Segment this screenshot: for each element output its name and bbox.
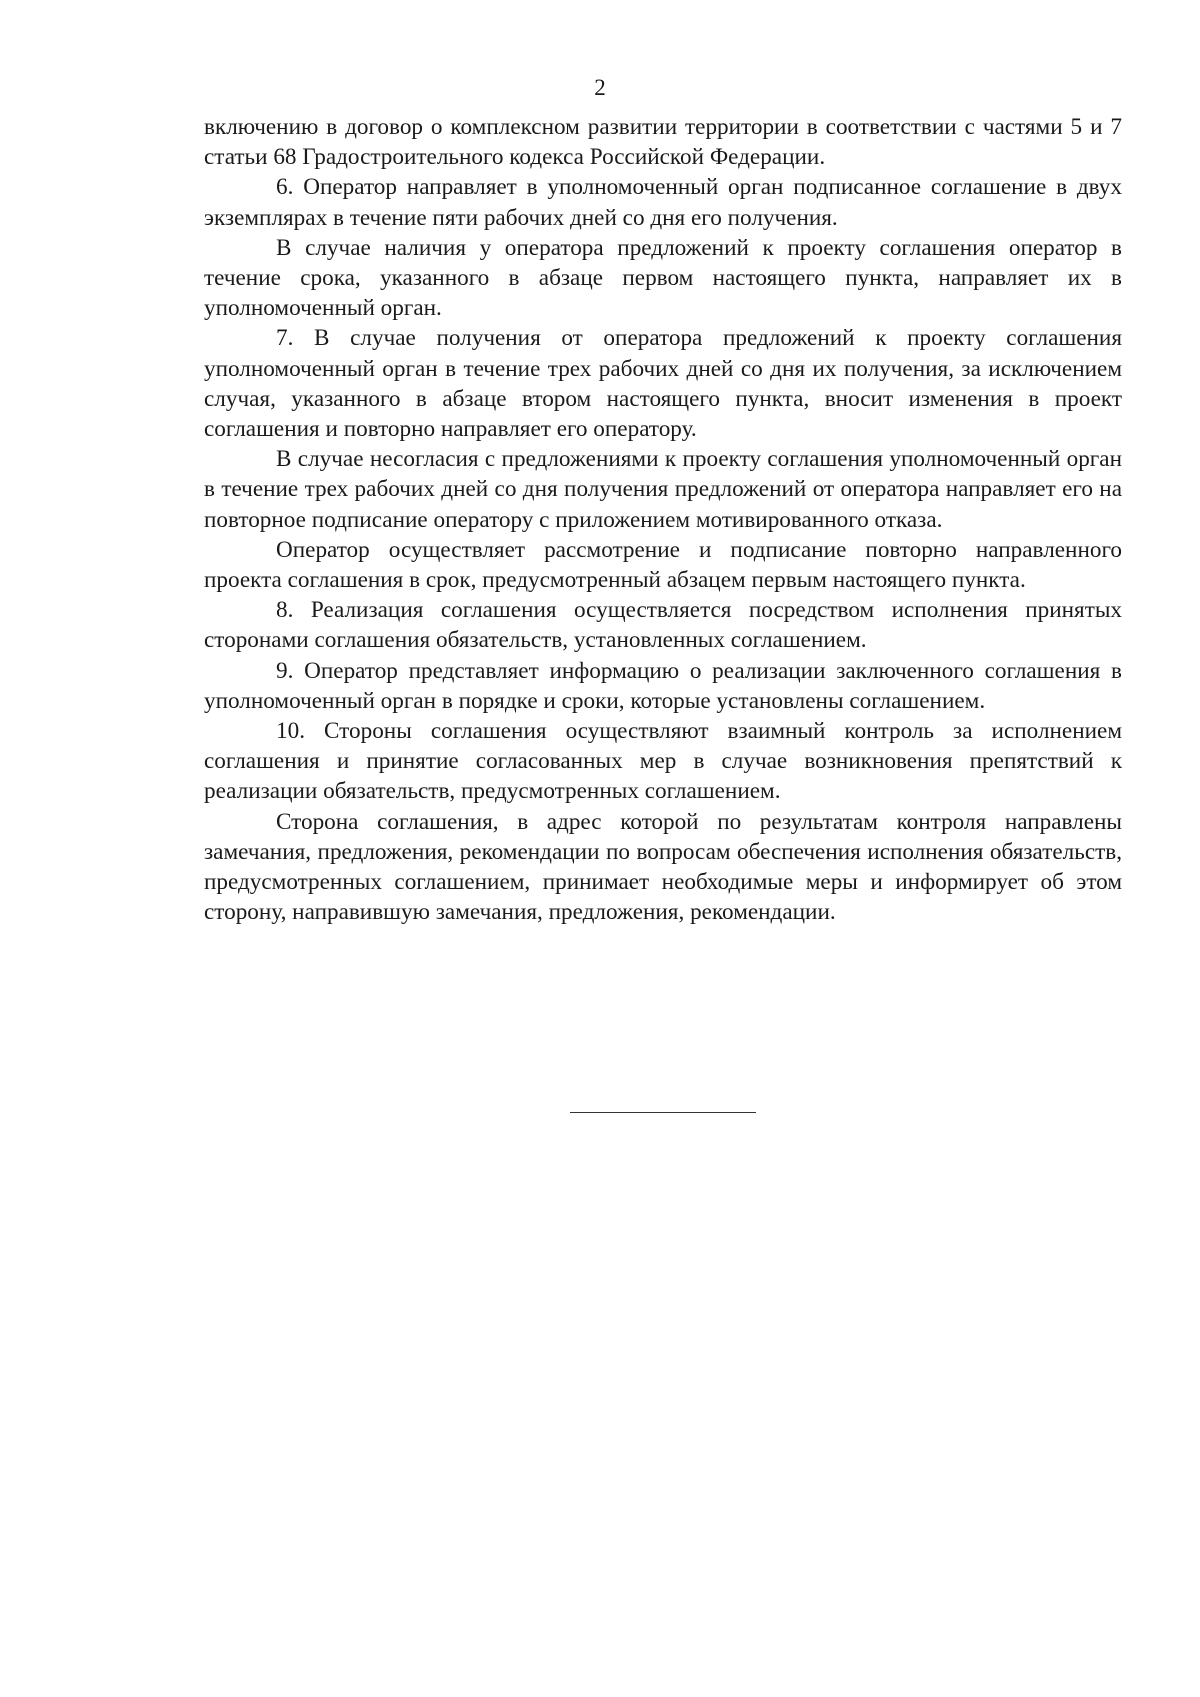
paragraph-item-8: 8. Реализация соглашения осуществляется посредством исполнения принятых сторонами соглашения обязательств, установленных соглашением. bbox=[204, 597, 1122, 654]
document-body bbox=[204, 112, 1122, 927]
paragraph-item-6-proposals: В случае наличия у оператора предложений к проекту соглашения оператор в течение срока, указанного в абзаце первом настоящего пункта, направляет их в уполномоченный орган. bbox=[204, 234, 1122, 322]
paragraph-item-7-review: Оператор осуществляет рассмотрение и подписание повторно направленного проекта соглашения в срок, предусмотренный абзацем первым настоящего пункта. bbox=[204, 536, 1122, 594]
closing-divider-line bbox=[570, 1112, 756, 1113]
paragraph-item-7: 7. В случае получения от оператора предложений к проекту соглашения уполномоченный орган в течение трех рабочих дней со дня их получения, за исключением случая, указанного в абзаце втором настоящего пункта, вносит изменения в проект соглашения и повторно направляет его оператору. bbox=[204, 325, 1122, 443]
paragraph-item-10-remarks: Сторона соглашения, в адрес которой по результатам контроля направлены замечания, предложения, рекомендации по вопросам обеспечения исполнения обязательств, предусмотренных соглашением, принимает необходимые меры и информирует об этом сторону, направившую замечания, предложения, рекомендации. bbox=[204, 808, 1122, 926]
paragraph-item-9: 9. Оператор представляет информацию о реализации заключенного соглашения в уполномоченный орган в порядке и сроки, которые установлены соглашением. bbox=[204, 657, 1122, 714]
paragraph-item-6: 6. Оператор направляет в уполномоченный орган подписанное соглашение в двух экземплярах в течение пяти рабочих дней со дня его получения. bbox=[204, 174, 1122, 231]
paragraph-continuation: включению в договор о комплексном развитии территории в соответствии с частями 5 и 7 статьи 68 Градостроительного кодекса Российской Федерации. bbox=[204, 114, 1122, 171]
page-number: 2 bbox=[594, 75, 606, 100]
paragraph-item-7-disagreement: В случае несогласия с предложениями к проекту соглашения уполномоченный орган в течение трех рабочих дней со дня получения предложений от оператора направляет его на повторное подписание оператору с приложением мотивированного отказа. bbox=[204, 446, 1122, 533]
paragraph-item-10: 10. Стороны соглашения осуществляют взаимный контроль за исполнением соглашения и принятие согласованных мер в случае возникновения препятствий к реализации обязательств, предусмотренных соглашением. bbox=[204, 718, 1122, 805]
